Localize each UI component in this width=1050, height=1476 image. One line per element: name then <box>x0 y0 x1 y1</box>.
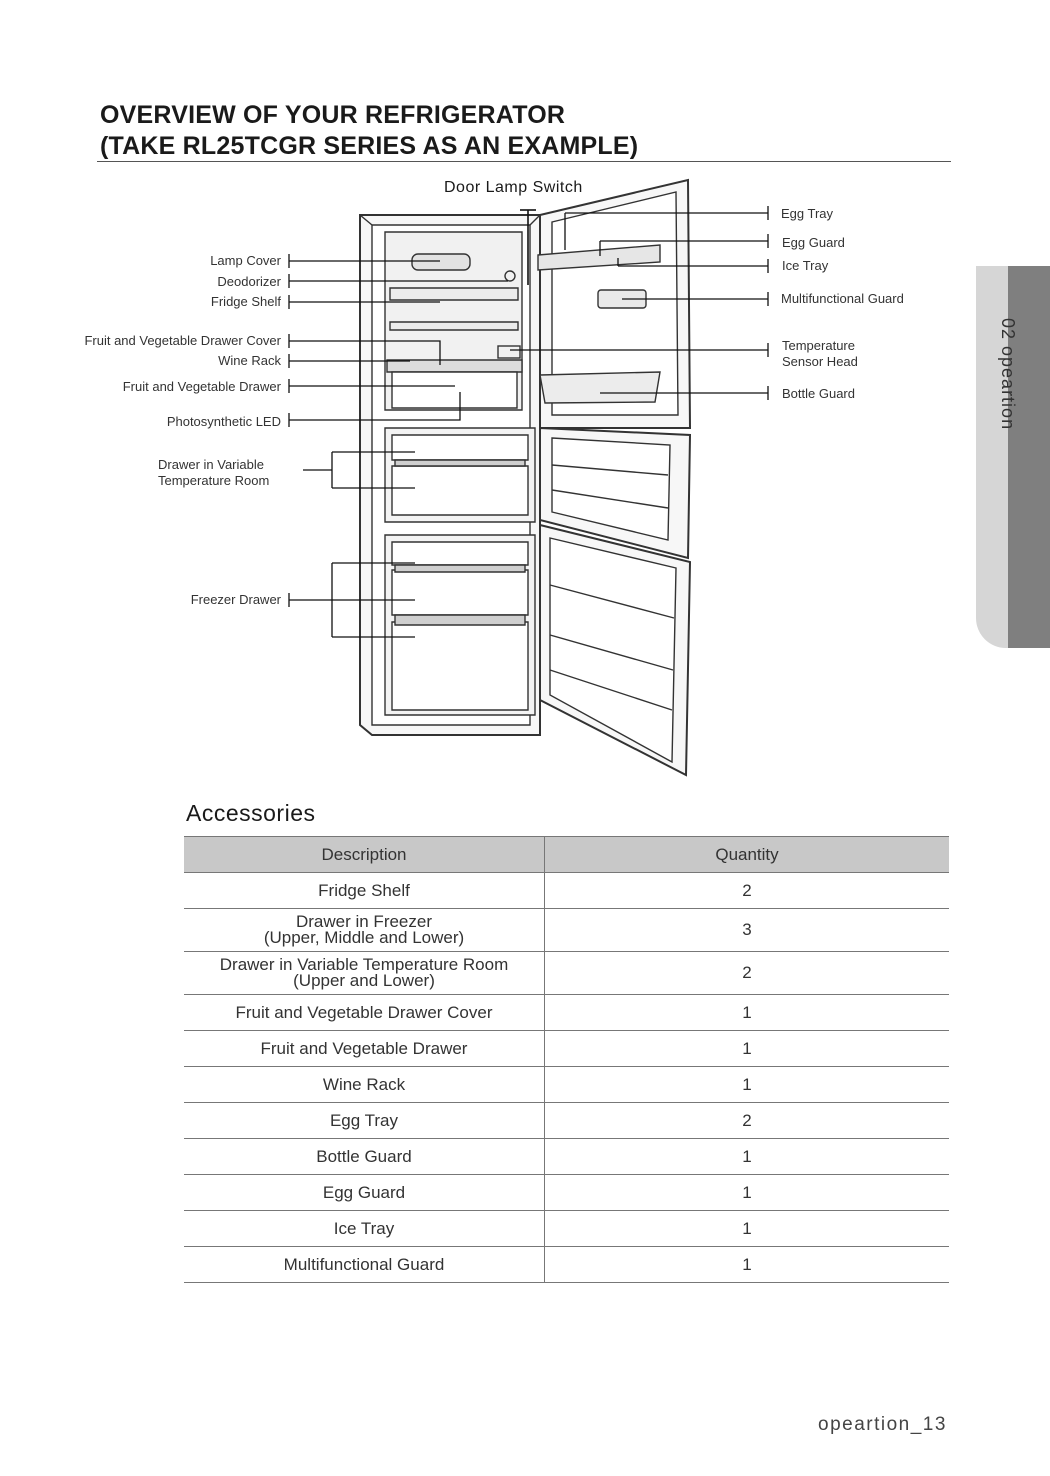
fridge-door <box>538 180 690 428</box>
label-temp-sensor-line1: Temperature <box>782 338 855 353</box>
freezer-compartment <box>385 535 535 715</box>
row-quantity: 3 <box>545 909 950 952</box>
row-description: Fruit and Vegetable Drawer <box>184 1031 545 1067</box>
label-lamp-cover: Lamp Cover <box>210 253 281 268</box>
table-row <box>184 952 949 995</box>
table-row <box>184 1103 949 1139</box>
table-row <box>184 995 949 1031</box>
label-freezer-drawer: Freezer Drawer <box>190 592 281 607</box>
title-line-1: OVERVIEW OF YOUR REFRIGERATOR <box>100 101 566 129</box>
row-quantity: 2 <box>545 952 950 995</box>
header-description: Description <box>184 837 545 873</box>
row-description: Fridge Shelf <box>184 873 545 909</box>
table-row <box>184 1175 949 1211</box>
row-description: Ice Tray <box>184 1211 545 1247</box>
row-quantity: 1 <box>545 1067 950 1103</box>
label-wine-rack: Wine Rack <box>218 353 281 368</box>
label-temp-sensor-line2: Sensor Head <box>782 354 858 369</box>
label-fridge-shelf: Fridge Shelf <box>210 294 281 309</box>
title-line-2: (TAKE RL25TCGR SERIES AS AN EXAMPLE) <box>100 132 639 160</box>
row-quantity: 1 <box>545 1175 950 1211</box>
freezer-door <box>540 525 690 775</box>
row-quantity: 1 <box>545 1139 950 1175</box>
fridge-compartment <box>385 232 522 410</box>
label-egg-guard: Egg Guard <box>782 235 845 250</box>
row-quantity: 2 <box>545 873 950 909</box>
row-description: Multifunctional Guard <box>184 1247 545 1283</box>
label-fv-drawer: Fruit and Vegetable Drawer <box>122 379 281 394</box>
title-divider <box>97 161 951 162</box>
accessories-heading: Accessories <box>186 800 316 826</box>
row-quantity: 1 <box>545 1211 950 1247</box>
variable-temperature-compartment <box>385 428 535 522</box>
table-row <box>184 1067 949 1103</box>
row-quantity: 1 <box>545 1031 950 1067</box>
page-number: opeartion_13 <box>818 1414 947 1435</box>
row-description: Drawer in Freezer (Upper, Middle and Lower) <box>184 909 545 952</box>
label-deodorizer: Deodorizer <box>217 274 281 289</box>
row-quantity: 2 <box>545 1103 950 1139</box>
table-row <box>184 1247 949 1283</box>
label-fv-drawer-cover: Fruit and Vegetable Drawer Cover <box>84 333 281 348</box>
header-quantity: Quantity <box>545 837 950 873</box>
label-bottle-guard: Bottle Guard <box>782 386 855 401</box>
row-description: Drawer in Variable Temperature Room (Upper and Lower) <box>184 952 545 995</box>
row-quantity: 1 <box>545 1247 950 1283</box>
accessories-table <box>184 836 949 1283</box>
row-description: Fruit and Vegetable Drawer Cover <box>184 995 545 1031</box>
row-description: Egg Guard <box>184 1175 545 1211</box>
label-egg-tray: Egg Tray <box>781 206 834 221</box>
label-var-temp-line2: Temperature Room <box>158 473 270 488</box>
label-var-temp-line1: Drawer in Variable <box>158 457 264 472</box>
row-description: Bottle Guard <box>184 1139 545 1175</box>
row-description: Egg Tray <box>184 1103 545 1139</box>
table-row <box>184 1211 949 1247</box>
table-row <box>184 873 949 909</box>
table-header-row <box>184 837 949 873</box>
page-title <box>100 100 952 162</box>
table-row <box>184 1139 949 1175</box>
label-ice-tray: Ice Tray <box>782 258 829 273</box>
label-photosynthetic-led: Photosynthetic LED <box>166 414 281 429</box>
row-description: Wine Rack <box>184 1067 545 1103</box>
row-quantity: 1 <box>545 995 950 1031</box>
label-multifunctional-guard: Multifunctional Guard <box>781 291 904 306</box>
chapter-tab-label: 02 opeartion <box>998 318 1018 431</box>
table-row <box>184 1031 949 1067</box>
label-door-lamp-switch: Door Lamp Switch <box>444 179 583 196</box>
table-row <box>184 909 949 952</box>
